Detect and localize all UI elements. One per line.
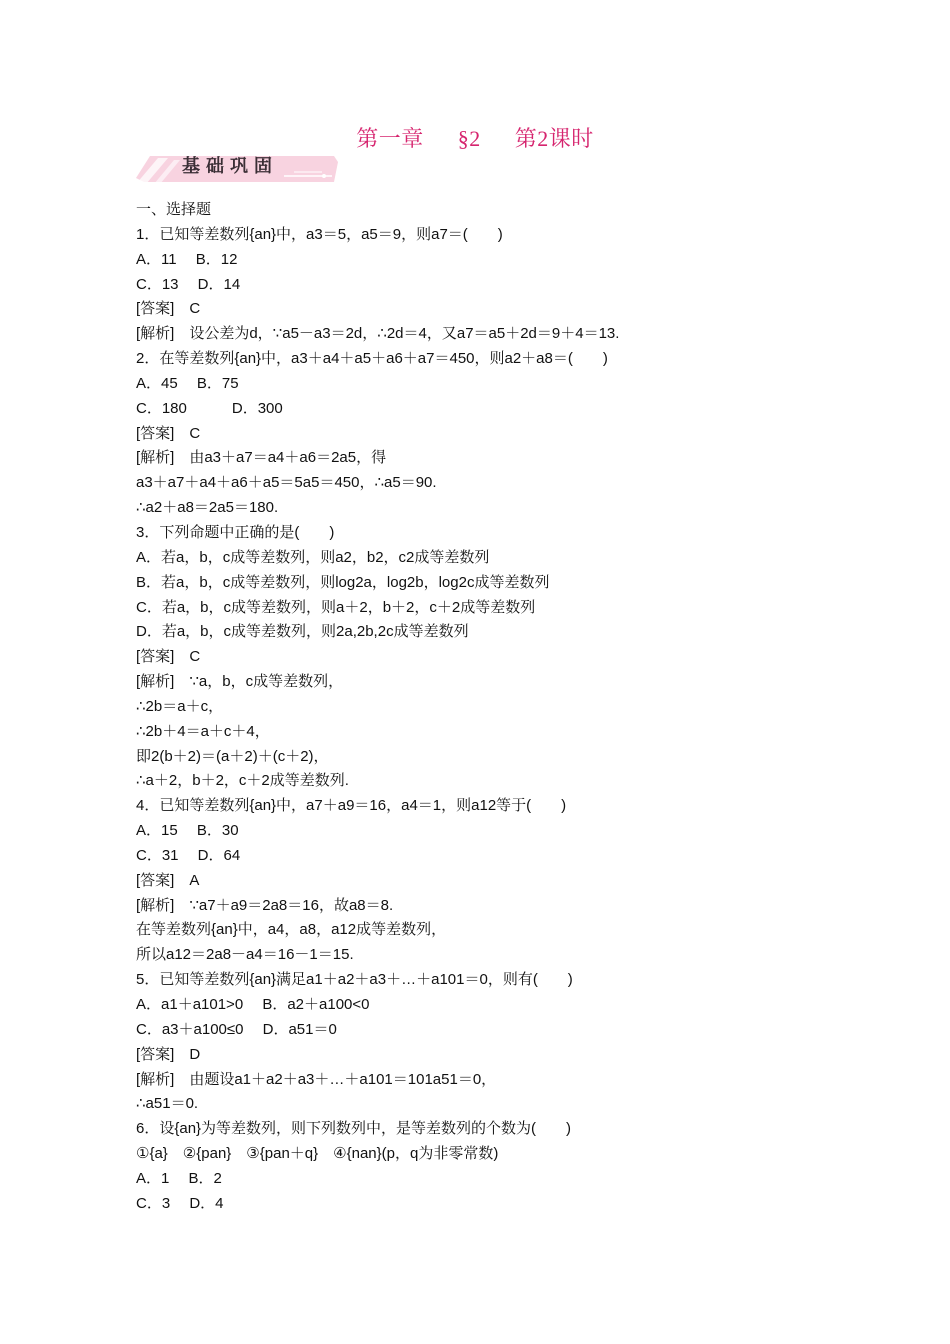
text-line: 即2(b＋2)＝(a＋2)＋(c＋2)， [136, 747, 329, 765]
text-line: 4．已知等差数列{an}中，a7＋a9＝16，a4＝1，则a12等于( ) [136, 797, 567, 815]
text-line: A．15 B．30 [136, 822, 239, 840]
text-line: [解析] 设公差为d，∵a5－a3＝2d，∴2d＝4，又a7＝a5＋2d＝9＋4＝13. [136, 325, 620, 343]
text-line: 所以a12＝2a8－a4＝16－1＝15. [136, 946, 354, 964]
text-line: 6．设{an}为等差数列，则下列数列中，是等差数列的个数为( ) [136, 1120, 572, 1138]
section-banner [134, 148, 340, 188]
text-line: [答案] C [136, 424, 201, 442]
text-line: A．若a，b，c成等差数列，则a2，b2，c2成等差数列 [136, 548, 490, 566]
text-line: 在等差数列{an}中，a4，a8，a12成等差数列， [136, 921, 447, 939]
text-line: 3．下列命题中正确的是( ) [136, 523, 335, 541]
chapter-label: 第一章 [356, 126, 424, 151]
text-line: 2．在等差数列{an}中，a3＋a4＋a5＋a6＋a7＝450，则a2＋a8＝( ) [136, 350, 608, 368]
text-line: [解析] ∵a，b，c成等差数列， [136, 673, 344, 691]
text-line: D．若a，b，c成等差数列，则2a,2b,2c成等差数列 [136, 623, 469, 641]
text-line: [答案] D [136, 1045, 201, 1063]
text-line: A．45 B．75 [136, 374, 239, 392]
text-line: ∴2b＝a＋c， [136, 697, 224, 715]
text-line: ∴2b＋4＝a＋c＋4， [136, 722, 270, 740]
text-line: [答案] C [136, 300, 201, 318]
text-line: C．31 D．64 [136, 846, 241, 864]
text-line: 一、选择题 [136, 201, 212, 218]
text-line: A．a1＋a101>0 B．a2＋a100<0 [136, 996, 370, 1013]
text-line: 5．已知等差数列{an}满足a1＋a2＋a3＋…＋a101＝0，则有( ) [136, 971, 573, 989]
text-line: [解析] ∵a7＋a9＝2a8＝16，故a8＝8. [136, 896, 394, 914]
text-line: C．若a，b，c成等差数列，则a＋2，b＋2，c＋2成等差数列 [136, 598, 536, 616]
text-line: A．1 B．2 [136, 1169, 222, 1187]
text-line: B．若a，b，c成等差数列，则log2a，log2b，log2c成等差数列 [136, 573, 550, 591]
text-line: C．180 D．300 [136, 399, 283, 417]
text-line: [解析] 由a3＋a7＝a4＋a6＝2a5，得 [136, 449, 387, 467]
text-line: [解析] 由题设a1＋a2＋a3＋…＋a101＝101a51＝0， [136, 1070, 497, 1088]
text-line: a3＋a7＋a4＋a6＋a5＝5a5＝450，∴a5＝90. [136, 474, 437, 492]
text-line: 1．已知等差数列{an}中，a3＝5，a5＝9，则a7＝( ) [136, 225, 503, 243]
text-line: ∴a2＋a8＝2a5＝180. [136, 499, 279, 517]
text-line: ∴a＋2，b＋2，c＋2成等差数列. [136, 772, 349, 790]
text-line: ∴a51＝0. [136, 1095, 199, 1113]
text-line: [答案] C [136, 648, 201, 666]
text-line: A．11 B．12 [136, 250, 238, 268]
text-line: C．3 D．4 [136, 1194, 224, 1212]
text-line: ①{a} ②{pan} ③{pan＋q} ④{nan}(p，q为非零常数) [136, 1145, 499, 1163]
banner-title: 基础巩固 [182, 156, 278, 176]
text-line: C．a3＋a100≤0 D．a51＝0 [136, 1020, 337, 1038]
text-line: [答案] A [136, 871, 200, 889]
document-body [136, 198, 816, 1217]
text-line: C．13 D．14 [136, 275, 241, 293]
lesson-label: 第2课时 [514, 126, 594, 151]
section-label: §2 [457, 126, 481, 151]
